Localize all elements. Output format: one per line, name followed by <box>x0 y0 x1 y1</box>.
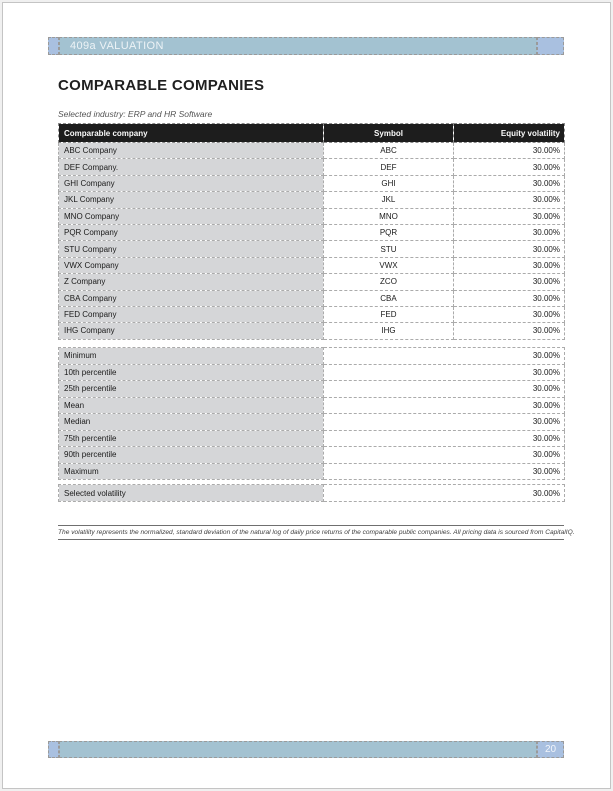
company-volatility-cell: 30.00% <box>454 290 565 306</box>
footnote: The volatility represents the normalized, standard deviation of the natural log of daily price returns of the comparable public companies. All pricing data is sourced from CapitalIQ. <box>58 525 564 540</box>
page-header-bar <box>48 37 564 55</box>
company-volatility-cell: 30.00% <box>454 241 565 257</box>
table-row <box>59 290 565 306</box>
company-name-cell: PQR Company <box>59 224 324 240</box>
table-row <box>59 323 565 339</box>
footer-pagenum-cell <box>537 741 564 758</box>
page-title: COMPARABLE COMPANIES <box>58 77 265 94</box>
table-header-row <box>59 124 565 143</box>
statistic-value-cell: 30.00% <box>324 463 565 480</box>
table-row <box>59 175 565 191</box>
table-row <box>59 306 565 322</box>
company-volatility-cell: 30.00% <box>454 224 565 240</box>
selected-volatility-table <box>58 484 565 502</box>
company-symbol-cell: PQR <box>324 224 454 240</box>
company-symbol-cell: CBA <box>324 290 454 306</box>
page-number: 20 <box>544 744 557 755</box>
statistic-label-cell: 75th percentile <box>59 430 324 447</box>
statistic-label-cell: Minimum <box>59 348 324 365</box>
statistic-value-cell: 30.00% <box>324 381 565 398</box>
company-name-cell: GHI Company <box>59 175 324 191</box>
company-name-cell: STU Company <box>59 241 324 257</box>
table-row <box>59 364 565 381</box>
table-row <box>59 463 565 480</box>
company-name-cell: VWX Company <box>59 257 324 273</box>
header-title: 409a VALUATION <box>70 40 164 52</box>
header-endcap-cell <box>537 37 564 55</box>
table-row <box>59 414 565 431</box>
statistic-label-cell: Mean <box>59 397 324 414</box>
table-row <box>59 274 565 290</box>
page-footer-bar <box>48 741 564 758</box>
company-volatility-cell: 30.00% <box>454 323 565 339</box>
statistic-value-cell: 30.00% <box>324 414 565 431</box>
table-row <box>59 241 565 257</box>
table-row <box>59 208 565 224</box>
company-symbol-cell: DEF <box>324 159 454 175</box>
statistic-value-cell: 30.00% <box>324 447 565 464</box>
table-row <box>59 430 565 447</box>
statistic-label-cell: Median <box>59 414 324 431</box>
comparable-companies-table <box>58 123 565 340</box>
table-row <box>59 257 565 273</box>
document-page <box>2 2 611 789</box>
column-header-volatility: Equity volatility <box>454 124 565 143</box>
footer-bar-cell <box>59 741 537 758</box>
volatility-statistics-table <box>58 347 565 480</box>
company-volatility-cell: 30.00% <box>454 143 565 159</box>
company-volatility-cell: 30.00% <box>454 175 565 191</box>
selected-volatility-row <box>59 485 565 502</box>
company-symbol-cell: ABC <box>324 143 454 159</box>
table-row <box>59 143 565 159</box>
selected-volatility-label: Selected volatility <box>59 485 324 502</box>
table-row <box>59 224 565 240</box>
company-name-cell: Z Company <box>59 274 324 290</box>
statistics-body <box>59 348 565 480</box>
table-row <box>59 397 565 414</box>
company-volatility-cell: 30.00% <box>454 257 565 273</box>
header-title-cell <box>59 37 537 55</box>
company-name-cell: ABC Company <box>59 143 324 159</box>
company-volatility-cell: 30.00% <box>454 274 565 290</box>
footer-accent-cell <box>48 741 59 758</box>
company-volatility-cell: 30.00% <box>454 208 565 224</box>
table-row <box>59 159 565 175</box>
company-volatility-cell: 30.00% <box>454 192 565 208</box>
table-row <box>59 192 565 208</box>
company-symbol-cell: JKL <box>324 192 454 208</box>
table-row <box>59 447 565 464</box>
company-name-cell: MNO Company <box>59 208 324 224</box>
company-name-cell: DEF Company. <box>59 159 324 175</box>
table-row <box>59 348 565 365</box>
company-symbol-cell: ZCO <box>324 274 454 290</box>
statistic-label-cell: 25th percentile <box>59 381 324 398</box>
statistic-value-cell: 30.00% <box>324 364 565 381</box>
company-symbol-cell: VWX <box>324 257 454 273</box>
selected-volatility-value: 30.00% <box>324 485 565 502</box>
statistic-value-cell: 30.00% <box>324 397 565 414</box>
company-symbol-cell: MNO <box>324 208 454 224</box>
statistic-label-cell: 90th percentile <box>59 447 324 464</box>
company-name-cell: IHG Company <box>59 323 324 339</box>
company-name-cell: JKL Company <box>59 192 324 208</box>
company-volatility-cell: 30.00% <box>454 306 565 322</box>
company-name-cell: CBA Company <box>59 290 324 306</box>
companies-body <box>59 143 565 340</box>
company-name-cell: FED Company <box>59 306 324 322</box>
statistic-value-cell: 30.00% <box>324 430 565 447</box>
company-symbol-cell: GHI <box>324 175 454 191</box>
company-volatility-cell: 30.00% <box>454 159 565 175</box>
statistic-value-cell: 30.00% <box>324 348 565 365</box>
header-accent-cell <box>48 37 59 55</box>
company-symbol-cell: IHG <box>324 323 454 339</box>
company-symbol-cell: FED <box>324 306 454 322</box>
statistic-label-cell: Maximum <box>59 463 324 480</box>
company-symbol-cell: STU <box>324 241 454 257</box>
column-header-company: Comparable company <box>59 124 324 143</box>
column-header-symbol: Symbol <box>324 124 454 143</box>
statistic-label-cell: 10th percentile <box>59 364 324 381</box>
table-row <box>59 381 565 398</box>
selected-industry-note: Selected industry: ERP and HR Software <box>58 109 213 119</box>
